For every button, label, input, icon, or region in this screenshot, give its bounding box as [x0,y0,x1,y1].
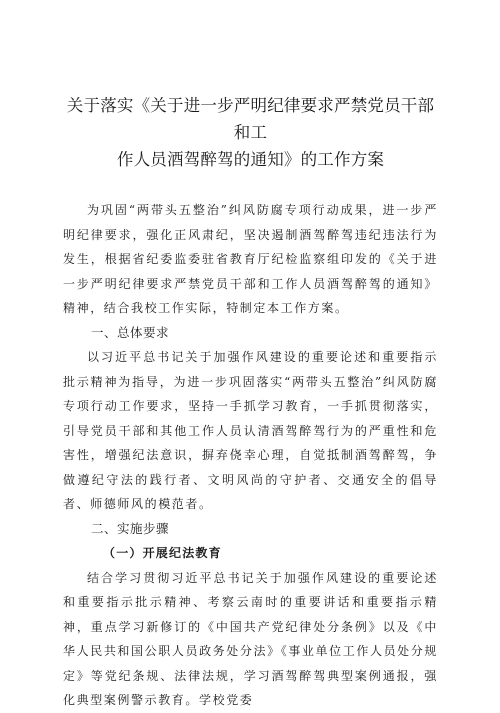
general-requirements-paragraph: 以习近平总书记关于加强作风建设的重要论述和重要指示批示精神为指导，为进一步巩固落实“两带头五整治”纠风防腐专项行动工作要求，坚持一手抓学习教育，一手抓贯彻落实，引导党员干部和其他工作人员认清酒驾醉驾行为的严重性和危害性，增强纪法意识，摒弃侥幸心理，自觉抵制酒驾醉驾，争做遵纪守法的践行者、文明风尚的守护者、交通安全的倡导者、师德师风的模范者。 [63,350,438,511]
subsection-heading-discipline-education: （一）开展纪法教育 [103,546,222,560]
title-line-1: 关于落实《关于进一步严明纪律要求严禁党员干部和工 [66,96,435,142]
section-heading-general-requirements: 一、总体要求 [91,324,170,340]
intro-paragraph: 为巩固“两带头五整治”纠风防腐专项行动成果，进一步严明纪律要求，强化正风肃纪，坚决遏制酒驾醉驾违纪违法行为发生，根据省纪委监委驻省教育厅纪检监察组印发的《关于进一步严明纪律要求严禁党员干部和工作人员酒驾醉驾的通知》精神，结合我校工作实际，特制定本工作方案。 [63,203,438,315]
title-line-2: 作人员酒驾醉驾的通知》的工作方案 [116,150,385,169]
section-heading-implementation-steps: 二、实施步骤 [91,520,170,536]
discipline-education-paragraph: 结合学习贯彻习近平总书记关于加强作风建设的重要论述和重要指示批示精神、考察云南时的重要讲话和重要指示精神，重点学习新修订的《中国共产党纪律处分条例》以及《中华人民共和国公职人员政务处分法》《事业单位工作人员处分规定》等党纪条规、法律法规，学习酒驾醉驾典型案例通报，强化典型案例警示教育。学校党委 [63,570,438,707]
document-title [63,92,438,173]
